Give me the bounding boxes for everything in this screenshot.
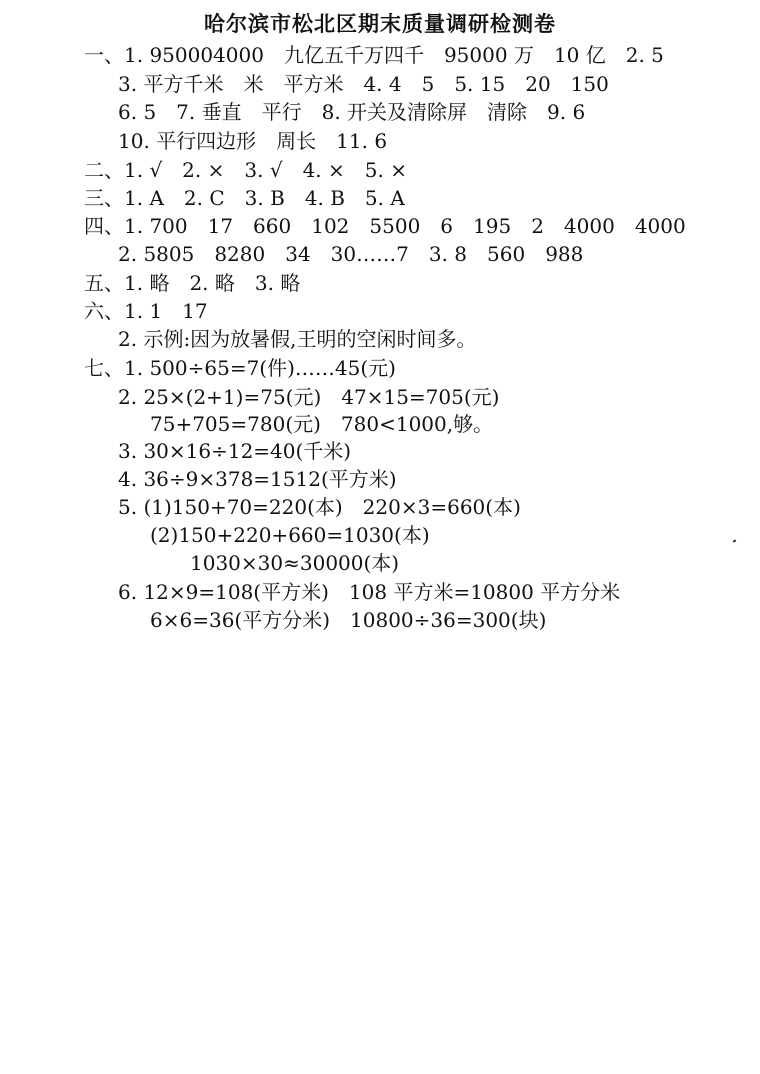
answer-line: 三、1. A 2. C 3. B 4. B 5. A: [84, 186, 405, 210]
answer-line: 10. 平行四边形 周长 11. 6: [118, 129, 388, 153]
page-title: 哈尔滨市松北区期末质量调研检测卷: [204, 12, 556, 36]
answer-line: 二、1. √ 2. × 3. √ 4. × 5. ×: [84, 158, 407, 182]
stray-mark: [733, 539, 737, 542]
answer-line: 2. 5805 8280 34 30……7 3. 8 560 988: [118, 242, 584, 266]
answer-line: (2)150+220+660=1030(本): [150, 523, 430, 547]
answer-line: 75+705=780(元) 780<1000,够。: [150, 412, 494, 436]
answer-line: 6×6=36(平方分米) 10800÷36=300(块): [150, 608, 547, 632]
answer-line: 5. (1)150+70=220(本) 220×3=660(本): [118, 495, 521, 519]
answer-line: 3. 30×16÷12=40(千米): [118, 439, 352, 463]
answer-line: 4. 36÷9×378=1512(平方米): [118, 467, 397, 491]
answer-line: 四、1. 700 17 660 102 5500 6 195 2 4000 4000: [84, 214, 686, 238]
answer-line: 2. 25×(2+1)=75(元) 47×15=705(元): [118, 385, 500, 409]
answer-line: 2. 示例:因为放暑假,王明的空闲时间多。: [118, 327, 477, 351]
answer-line: 1030×30≈30000(本): [190, 551, 400, 575]
answer-line: 3. 平方千米 米 平方米 4. 4 5 5. 15 20 150: [118, 72, 609, 96]
answer-line: 6. 12×9=108(平方米) 108 平方米=10800 平方分米: [118, 580, 621, 604]
answer-line: 七、1. 500÷65=7(件)……45(元): [84, 356, 396, 380]
answer-line: 六、1. 1 17: [84, 299, 208, 323]
answer-line: 6. 5 7. 垂直 平行 8. 开关及清除屏 清除 9. 6: [118, 100, 586, 124]
answer-line: 一、1. 950004000 九亿五千万四千 95000 万 10 亿 2. 5: [84, 43, 664, 67]
answer-line: 五、1. 略 2. 略 3. 略: [84, 271, 301, 295]
